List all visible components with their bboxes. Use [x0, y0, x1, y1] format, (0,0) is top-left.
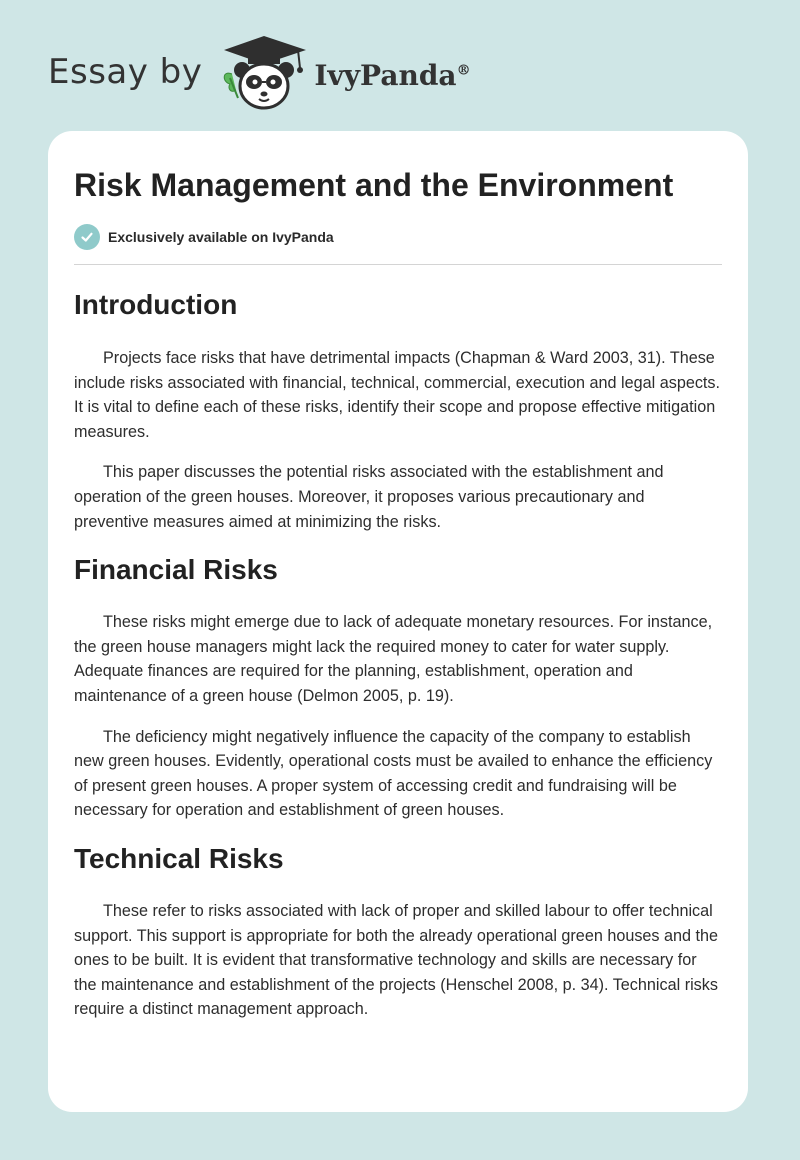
- paragraph: This paper discusses the potential risks associated with the establishment and operation of the green houses. Moreover, it proposes various precautionary and preventive measures aimed at minimizing the risks.: [74, 463, 664, 531]
- essay-by-label: Essay by: [48, 52, 203, 92]
- paragraph: These refer to risks associated with lack of proper and skilled labour to offer technical support. This support is appropriate for both the already operational green houses and the ones to be built. It is evident that transformative technology and skills are necessary for the maintenance and establishment of the projects (Henschel 2008, p. 34). Technical risks require a distinct management approach.: [74, 901, 719, 1019]
- title-divider: [74, 264, 722, 265]
- site-header: [48, 32, 471, 112]
- paragraph: The deficiency might negatively influence the capacity of the company to establish new green houses. Evidently, operational costs must be availed to enhance the efficiency of present green houses. A proper system of accessing credit and fundraising will be necessary for operation and establishment of green houses.: [74, 727, 713, 820]
- panda-logo-icon: [218, 32, 310, 112]
- section-heading-financial-risks: Financial Risks: [74, 554, 278, 586]
- exclusive-badge-label: Exclusively available on IvyPanda: [108, 229, 334, 245]
- paragraph: These risks might emerge due to lack of adequate monetary resources. For instance, the green house managers might lack the required money to cater for water supply. Adequate finances are required for the planning, establishment, operation and maintenance of a green house (Delmon 2005, p. 19).: [74, 613, 713, 705]
- exclusive-badge: [74, 223, 722, 251]
- section-heading-technical-risks: Technical Risks: [74, 842, 284, 874]
- page-title: Risk Management and the Environment: [74, 167, 674, 203]
- paragraph: Projects face risks that have detrimental impacts (Chapman & Ward 2003, 31). These include risks associated with financial, technical, commercial, execution and legal aspects. It is vital to define each of these risks, identify their scope and propose effective mitigation measures.: [74, 349, 721, 441]
- checkmark-icon: [74, 224, 100, 250]
- brand-name: IvyPanda®: [314, 58, 471, 92]
- section-heading-introduction: Introduction: [74, 289, 238, 320]
- essay-card: [48, 131, 748, 1112]
